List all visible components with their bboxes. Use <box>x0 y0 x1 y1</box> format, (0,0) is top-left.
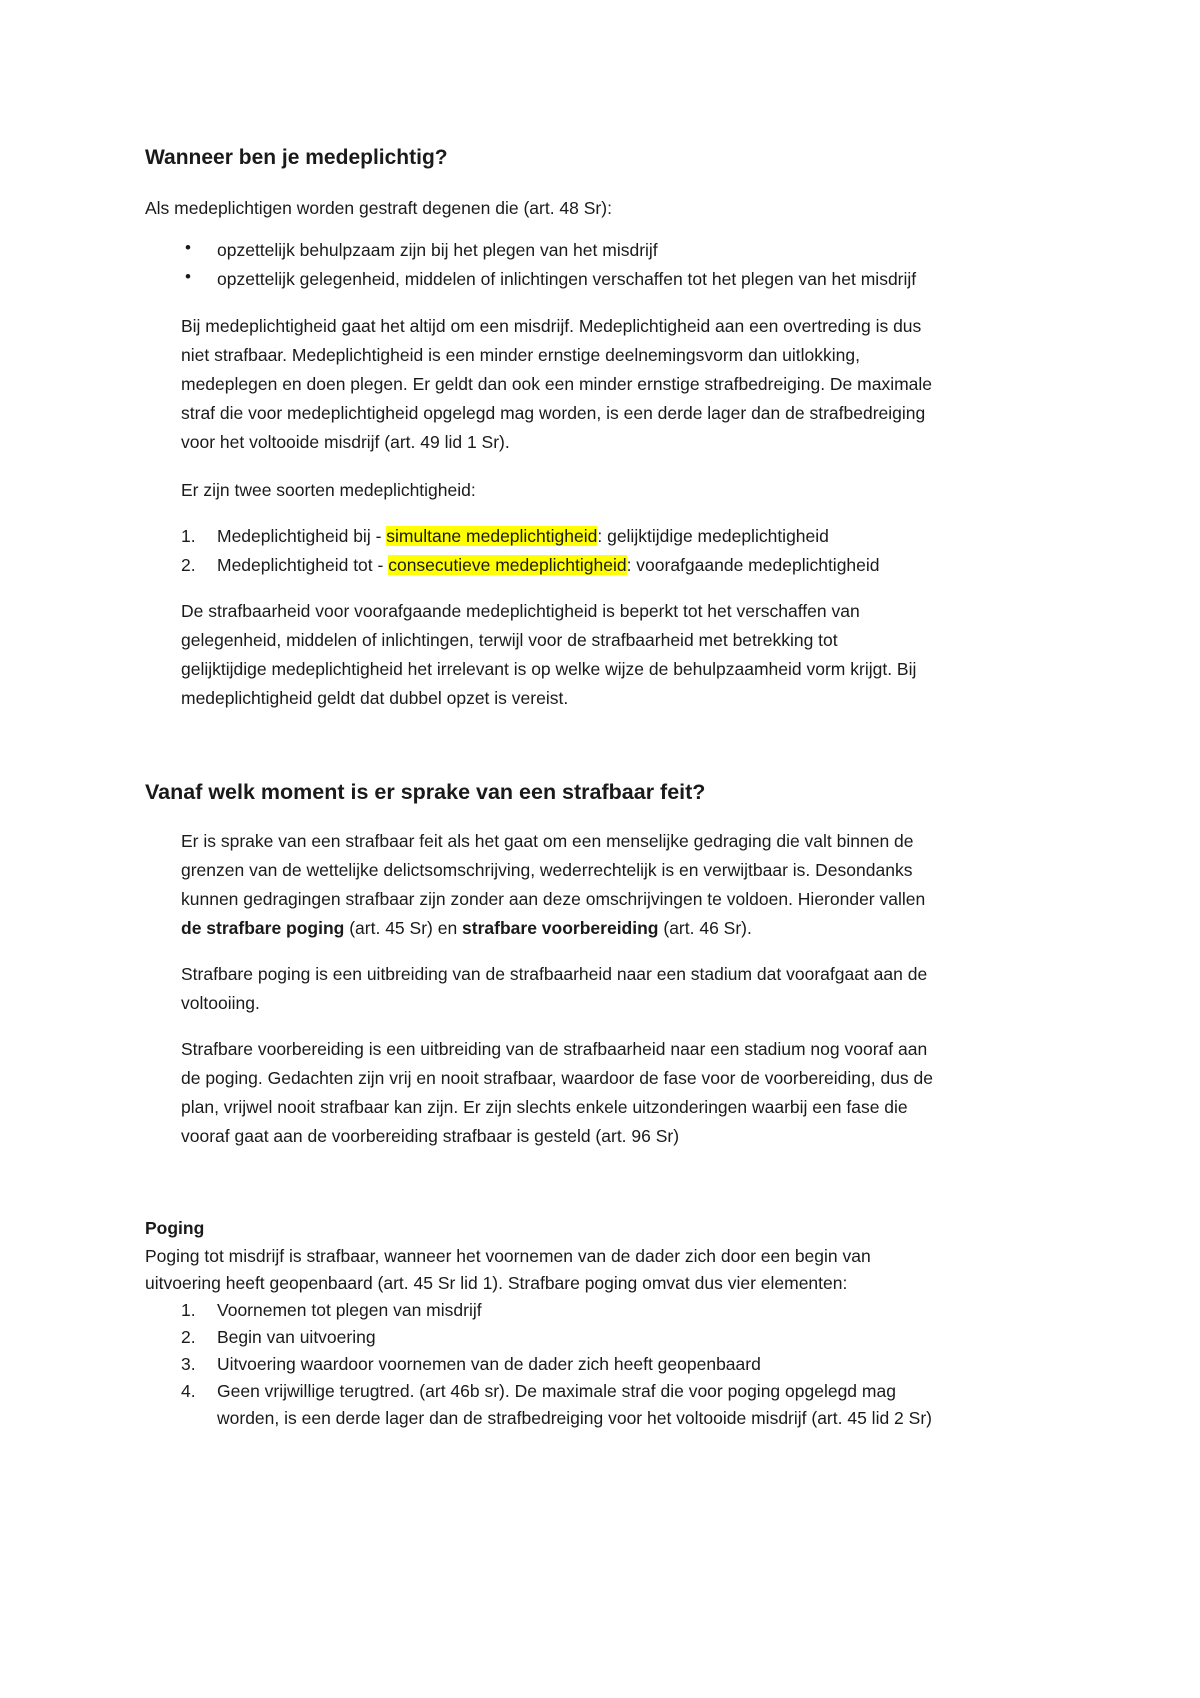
list-number: 1. <box>181 1300 196 1320</box>
heading-medeplichtig: Wanneer ben je medeplichtig? <box>145 146 448 169</box>
intro-text: Als medeplichtigen worden gestraft degenen die (art. 48 Sr): <box>145 198 612 218</box>
paragraph-text: (art. 46 Sr). <box>658 918 752 938</box>
list-item-simultaan <box>217 522 829 551</box>
highlighted-term: consecutieve medeplichtigheid <box>388 555 627 575</box>
list-item: Voornemen tot plegen van misdrijf <box>217 1300 482 1320</box>
paragraph-poging <box>145 1243 871 1297</box>
list-item-text: : gelijktijdige medeplichtigheid <box>597 526 829 546</box>
paragraph-line: Er is sprake van een strafbaar feit als het gaat om een menselijke gedraging die valt binnen de <box>181 831 914 851</box>
paragraph-line-mixed <box>181 914 925 943</box>
list-item-line: Geen vrijwillige terugtred. (art 46b sr). De maximale straf die voor poging opgelegd mag <box>217 1381 896 1401</box>
list-item-line: worden, is een derde lager dan de strafbedreiging voor het voltooide misdrijf (art. 45 lid 2 Sr) <box>217 1408 932 1428</box>
paragraph-line: voor het voltooide misdrijf (art. 49 lid 1 Sr). <box>181 432 510 452</box>
paragraph-line: voltooiing. <box>181 993 260 1013</box>
paragraph-line: de poging. Gedachten zijn vrij en nooit strafbaar, waardoor de fase voor de voorbereiding, dus de <box>181 1068 934 1088</box>
bold-term: strafbare voorbereiding <box>462 918 659 938</box>
list-number: 2. <box>181 1327 196 1347</box>
bullet-item: opzettelijk gelegenheid, middelen of inlichtingen verschaffen tot het plegen van het misdrijf <box>217 269 917 289</box>
paragraph-line: niet strafbaar. Medeplichtigheid is een minder ernstige deelnemingsvorm dan uitlokking, <box>181 345 860 365</box>
paragraph-line: De strafbaarheid voor voorafgaande medeplichtigheid is beperkt tot het verschaffen van <box>181 601 860 621</box>
paragraph-line: Poging tot misdrijf is strafbaar, wanneer het voornemen van de dader zich door een begin van <box>145 1246 871 1266</box>
list-item-consecutief <box>217 551 880 580</box>
list-number: 3. <box>181 1354 196 1374</box>
heading-poging: Poging <box>145 1218 205 1238</box>
paragraph-line: grenzen van de wettelijke delictsomschrijving, wederrechtelijk is en verwijtbaar is. Desondanks <box>181 860 913 880</box>
highlighted-term: simultane medeplichtigheid <box>386 526 598 546</box>
paragraph-medeplichtigheid <box>181 312 932 457</box>
paragraph-strafbaarheid <box>181 597 916 713</box>
paragraph-line: uitvoering heeft geopenbaard (art. 45 Sr lid 1). Strafbare poging omvat dus vier elementen: <box>145 1273 848 1293</box>
paragraph-text: (art. 45 Sr) en <box>344 918 463 938</box>
paragraph-line: Strafbare voorbereiding is een uitbreiding van de strafbaarheid naar een stadium nog vooraf aan <box>181 1039 928 1059</box>
bullet-dot-icon: • <box>185 267 191 286</box>
paragraph-line: straf die voor medeplichtigheid opgelegd mag worden, is een derde lager dan de strafbedreiging <box>181 403 926 423</box>
paragraph-line: vooraf gaat aan de voorbereiding strafbaar is gesteld (art. 96 Sr) <box>181 1126 680 1146</box>
paragraph-line: gelijktijdige medeplichtigheid het irrelevant is op welke wijze de behulpzaamheid vorm krijgt. Bij <box>181 659 917 679</box>
list-item-text: Medeplichtigheid bij - <box>217 526 387 546</box>
paragraph-strafbare-voorbereiding <box>181 1035 933 1151</box>
paragraph-line: kunnen gedragingen strafbaar zijn zonder aan deze omschrijvingen te voldoen. Hieronder vallen <box>181 889 926 909</box>
bullet-item: opzettelijk behulpzaam zijn bij het plegen van het misdrijf <box>217 240 658 260</box>
list-item-text: Medeplichtigheid tot - <box>217 555 389 575</box>
heading-strafbaar-feit: Vanaf welk moment is er sprake van een strafbaar feit? <box>145 780 706 804</box>
paragraph-line: medeplegen en doen plegen. Er geldt dan ook een minder ernstige strafbedreiging. De maximale <box>181 374 933 394</box>
paragraph-strafbaar-feit <box>181 827 925 943</box>
paragraph-soorten: Er zijn twee soorten medeplichtigheid: <box>181 480 476 500</box>
list-item: Uitvoering waardoor voornemen van de dader zich heeft geopenbaard <box>217 1354 761 1374</box>
paragraph-line: plan, vrijwel nooit strafbaar kan zijn. Er zijn slechts enkele uitzonderingen waarbij een fase die <box>181 1097 908 1117</box>
list-item <box>217 1378 932 1432</box>
paragraph-strafbare-poging <box>181 960 927 1018</box>
bold-term: de strafbare poging <box>181 918 345 938</box>
paragraph-line: Bij medeplichtigheid gaat het altijd om een misdrijf. Medeplichtigheid aan een overtreding is dus <box>181 316 922 336</box>
bullet-dot-icon: • <box>185 238 191 257</box>
list-number: 2. <box>181 555 196 575</box>
paragraph-line: Strafbare poging is een uitbreiding van de strafbaarheid naar een stadium dat voorafgaat aan de <box>181 964 928 984</box>
list-number: 4. <box>181 1381 196 1401</box>
list-number: 1. <box>181 526 196 546</box>
list-item: Begin van uitvoering <box>217 1327 376 1347</box>
list-item-text: : voorafgaande medeplichtigheid <box>626 555 880 575</box>
paragraph-line: gelegenheid, middelen of inlichtingen, terwijl voor de strafbaarheid met betrekking tot <box>181 630 838 650</box>
paragraph-line: medeplichtigheid geldt dat dubbel opzet is vereist. <box>181 688 569 708</box>
